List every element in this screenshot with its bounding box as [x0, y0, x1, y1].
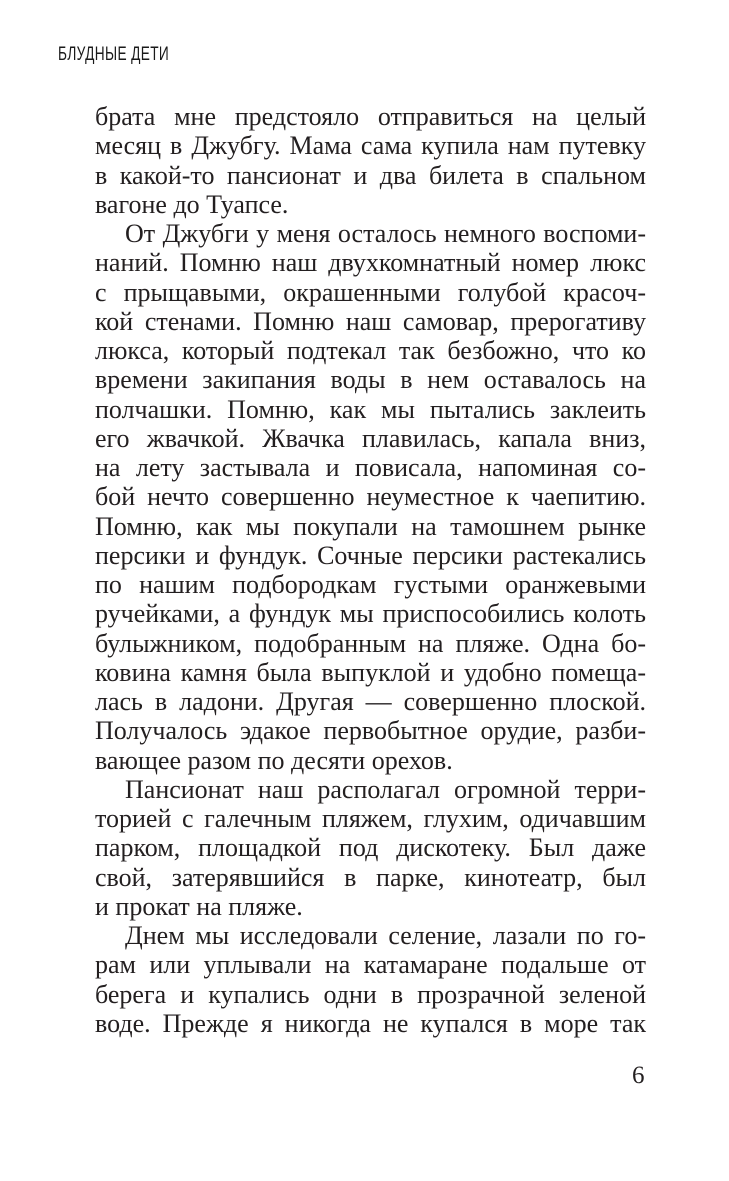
page-number: 6	[632, 1062, 645, 1089]
text-line: От Джубги у меня осталось немного воспоми-	[125, 219, 646, 248]
text-line: булыжником, подобранным на пляже. Одна бо-	[95, 628, 646, 658]
text-line: и прокат на пляже.	[95, 891, 303, 921]
body-text	[95, 102, 646, 1038]
text-line: наний. Помню наш двухкомнатный номер люкс	[95, 248, 646, 278]
running-head: БЛУДНЫЕ ДЕТИ	[58, 44, 170, 65]
paragraph	[95, 219, 646, 775]
text-line: брата мне предстояло отправиться на целый	[95, 102, 646, 131]
text-line: его жвачкой. Жвачка плавилась, капала вниз,	[95, 423, 646, 453]
text-line: полчашки. Помню, как мы пытались заклеить	[95, 394, 646, 424]
text-line: вающее разом по десяти орехов.	[95, 745, 453, 775]
text-line: ковина камня была выпуклой и удобно помеща-	[95, 657, 646, 687]
text-line: Днем мы исследовали селение, лазали по го-	[125, 921, 646, 950]
paragraph	[95, 921, 646, 1038]
text-line: в какой-то пансионат и два билета в спальном	[95, 160, 646, 190]
text-line: Помню, как мы покупали на тамошнем рынке	[95, 511, 646, 541]
text-line: люкса, который подтекал так безбожно, что ко	[95, 336, 646, 365]
text-line: берега и купались одни в прозрачной зеленой	[95, 979, 646, 1009]
text-line: рам или уплывали на катамаране подальше от	[95, 950, 646, 980]
text-line: Получалось эдакое первобытное орудие, разби-	[95, 716, 646, 746]
paragraph	[95, 102, 646, 219]
text-line: вагоне до Туапсе.	[95, 189, 289, 219]
text-line: кой стенами. Помню наш самовар, прерогативу	[95, 306, 646, 336]
text-line: Пансионат наш располагал огромной терри-	[125, 774, 646, 804]
text-line: парком, площадкой под дискотеку. Был даже	[95, 833, 646, 863]
text-line: бой нечто совершенно неуместное к чаепитию.	[95, 482, 646, 512]
text-line: воде. Прежде я никогда не купался в море так	[95, 1008, 646, 1038]
text-line: месяц в Джубгу. Мама сама купила нам путевку	[95, 131, 646, 161]
text-line: с прыщавыми, окрашенными голубой красоч-	[95, 277, 646, 307]
text-line: на лету застывала и повисала, напоминая со-	[95, 453, 646, 482]
paragraph	[95, 775, 646, 921]
text-line: персики и фундук. Сочные персики растекались	[95, 540, 646, 570]
text-line: лась в ладони. Другая — совершенно плоской.	[95, 687, 646, 716]
text-line: времени закипания воды в нем оставалось на	[95, 365, 646, 395]
text-line: свой, затерявшийся в парке, кинотеатр, был	[95, 862, 646, 892]
text-line: ручейками, а фундук мы приспособились колоть	[95, 599, 646, 629]
text-line: по нашим подбородкам густыми оранжевыми	[95, 570, 646, 599]
text-line: торией с галечным пляжем, глухим, одичавшим	[95, 804, 646, 833]
